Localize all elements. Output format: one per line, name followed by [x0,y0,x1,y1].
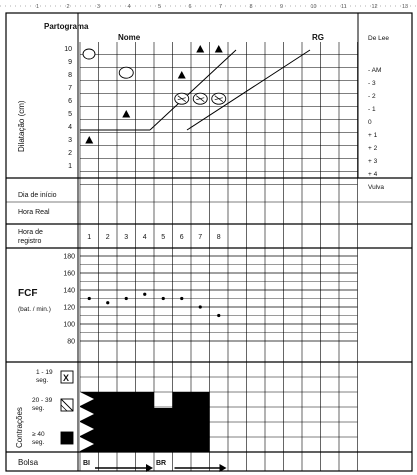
delee-scale [368,67,384,191]
day-start-label: Dia de início [18,192,57,199]
delee-label: De Lee [368,35,389,42]
dilation-triangle [85,136,93,144]
contraction-row-1b: seg. [36,377,49,384]
record-time-label-2: registro [18,238,42,245]
dilation-tick-label: 4 [68,124,72,131]
dilation-tick-label: 3 [68,137,72,144]
dilation-tick-label: 2 [68,150,72,157]
contraction-row-1a: 1 - 19 [36,369,53,376]
delee-tick-label: Vulva [368,184,385,191]
record-hour: 7 [198,234,203,241]
ruler-mark: 1 [36,4,40,10]
ruler-mark: 9 [280,4,284,10]
fcf-point [88,297,91,300]
dilation-tick-label: 8 [68,72,72,79]
alert-line [150,50,236,130]
delee-tick-label: + 3 [368,158,378,165]
delee-tick-label: - 3 [368,80,376,87]
real-time-label: Hora Real [18,209,50,216]
ruler-mark: 7 [219,4,223,10]
record-hour: 2 [105,234,110,241]
name-label: Nome [118,33,141,42]
fcf-unit: (bat. / min.) [18,306,51,313]
record-hour: 5 [161,234,166,241]
fcf-point [162,297,165,300]
contraction-row-3a: ≥ 40 [32,431,45,438]
delee-tick-label: + 1 [368,132,378,139]
bolsa-row [80,452,358,472]
dilation-triangle [215,45,223,53]
ruler-mark: 8 [249,4,253,10]
fcf-tick-label: 140 [63,287,75,295]
bolsa-label: Bolsa [18,458,39,467]
top-ruler [0,4,417,10]
ruler-mark: 2 [66,4,70,10]
delee-tick-label: - 1 [368,106,376,113]
dilation-tick-label: 1 [68,163,72,170]
fcf-tick-label: 160 [63,270,75,278]
fcf-tick-label: 80 [67,338,75,346]
dilation-axis-label: Dilatação (cm) [17,100,26,152]
record-hour: 4 [142,234,147,241]
dilation-tick-label: 5 [68,111,72,118]
record-hour: 1 [87,234,92,241]
presentation-circle [119,67,133,78]
delee-tick-label: 0 [368,119,372,126]
ruler-mark: 10 [310,4,317,10]
fcf-point [217,314,220,317]
contraction-row-2a: 20 - 39 [32,397,53,404]
ruler-mark: 12 [371,4,378,10]
contractions-label: Contrações [15,407,24,448]
fcf-label: FCF [18,288,38,299]
fcf-point [199,305,202,308]
delee-tick-label: + 2 [368,145,378,152]
bolsa-mark: BR [156,460,167,467]
contraction-row-3b: seg. [32,439,45,446]
rg-label: RG [312,33,324,42]
contraction-x-mark: X [63,373,70,383]
fcf-point [125,297,128,300]
fcf-point [143,293,146,296]
ruler-mark: 6 [188,4,192,10]
record-time-label-1: Hora de [18,229,43,236]
partogram-title: Partograma [44,22,89,31]
contraction-legend-3 [61,432,73,444]
delee-tick-label: - 2 [368,93,376,100]
dilation-triangle [178,71,186,79]
fcf-tick-label: 120 [63,304,75,312]
contraction-records [80,392,210,452]
fcf-grid [80,248,358,362]
delee-tick-label: - AM [368,67,382,74]
ruler-mark: 11 [341,4,347,10]
ruler-mark: 13 [402,4,409,10]
fcf-tick-label: 180 [63,253,75,261]
dilation-tick-label: 6 [68,98,72,105]
dilation-scale [64,46,72,170]
fcf-tick-label: 100 [63,321,75,329]
action-line [187,50,310,130]
fcf-point [180,297,183,300]
bolsa-mark: BI [83,460,90,467]
dilation-tick-label: 9 [68,59,72,66]
dilation-triangle [122,110,130,118]
record-hour: 6 [179,234,184,241]
dilation-tick-label: 7 [68,85,72,92]
contraction-block [173,392,210,452]
record-hour: 3 [124,234,129,241]
presentation-circle [83,49,95,59]
ruler-mark: 3 [97,4,101,10]
presentation-marks [83,49,226,104]
ruler-mark: 5 [158,4,162,10]
record-hour: 8 [216,234,221,241]
delee-tick-label: + 4 [368,171,378,178]
contraction-row-2b: seg. [32,405,45,412]
dilation-grid [80,42,358,185]
dilation-tick-label: 10 [64,46,72,53]
ruler-mark: 4 [127,4,131,10]
fcf-scale [63,254,75,346]
dilation-triangle [196,45,204,53]
fcf-point [106,301,109,304]
contraction-block [154,408,173,452]
